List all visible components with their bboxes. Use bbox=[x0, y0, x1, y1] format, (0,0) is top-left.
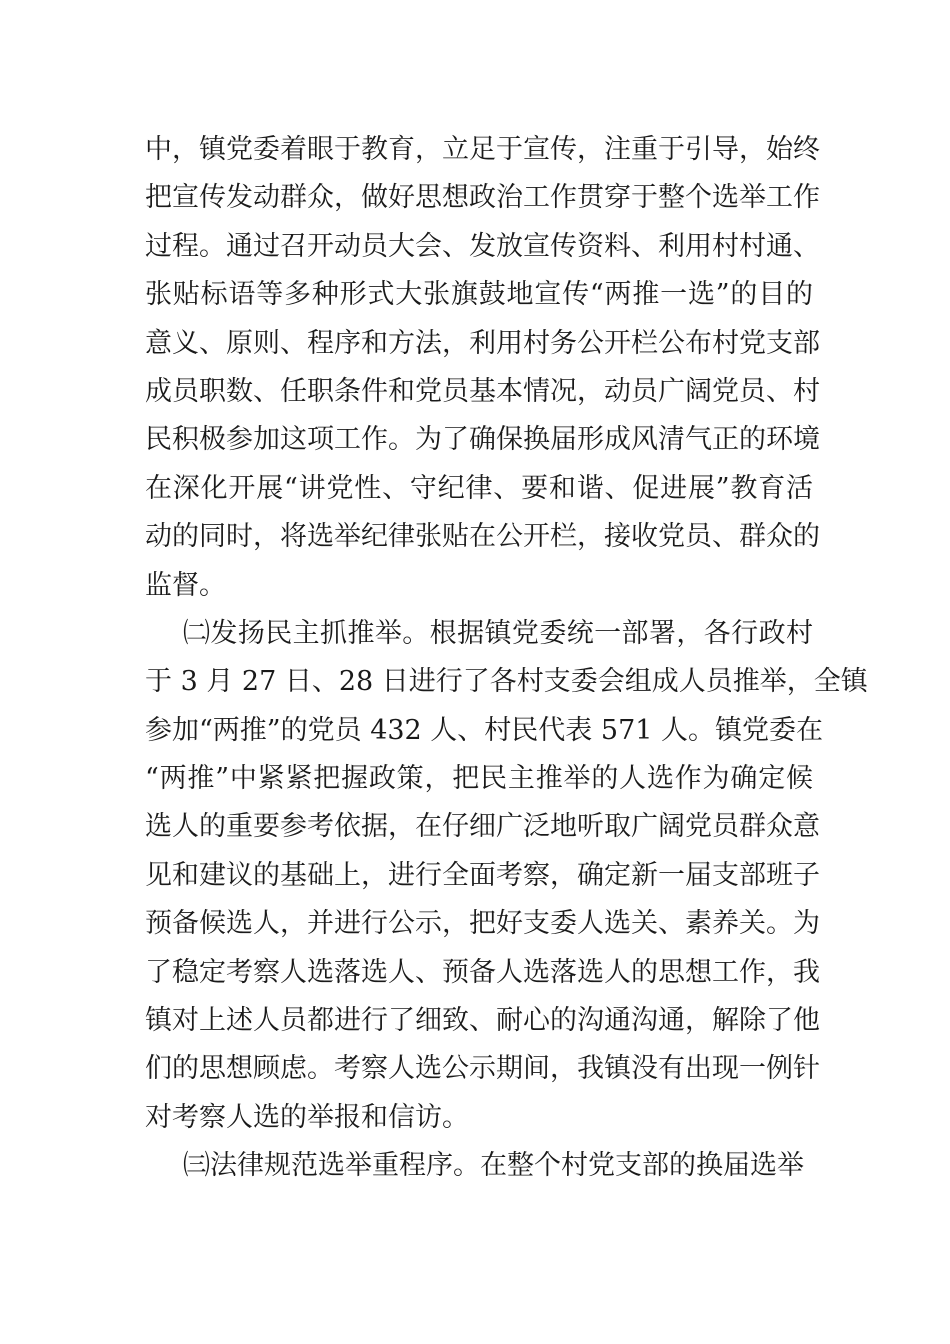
paragraph-end-line: 监督。 bbox=[145, 569, 226, 601]
text-line: 中，镇党委着眼于教育，立足于宣传，注重于引导，始终 bbox=[145, 134, 820, 165]
text-line: 预备候选人，并进行公示，把好支委人选关、素养关。为 bbox=[145, 908, 820, 940]
text-line: 在深化开展“讲党性、守纪律、要和谐、促进展”教育活 bbox=[145, 472, 813, 504]
text-line: 把宣传发动群众，做好思想政治工作贯穿于整个选举工作 bbox=[145, 182, 820, 214]
text-line: 意义、原则、程序和方法，利用村务公开栏公布村党支部 bbox=[145, 327, 820, 359]
section-heading-line: ㈢法律规范选举重程序。在整个村党支部的换届选举 bbox=[183, 1150, 804, 1182]
section-heading-line: ㈡发扬民主抓推举。根据镇党委统一部署，各行政村 bbox=[183, 617, 813, 649]
text-line: 了稳定考察人选落选人、预备人选落选人的思想工作，我 bbox=[145, 956, 820, 988]
text-line: 们的思想顾虑。考察人选公示期间，我镇没有出现一例针 bbox=[145, 1053, 820, 1085]
text-line: 选人的重要参考依据，在仔细广泛地听取广阔党员群众意 bbox=[145, 811, 820, 843]
text-line: 成员职数、任职条件和党员基本情况，动员广阔党员、村 bbox=[145, 375, 820, 407]
text-line: 动的同时，将选举纪律张贴在公开栏，接收党员、群众的 bbox=[145, 521, 820, 553]
text-line: 张贴标语等多种形式大张旗鼓地宣传“两推一选”的目的 bbox=[145, 279, 813, 311]
text-line: 镇对上述人员都进行了细致、耐心的沟通沟通，解除了他 bbox=[145, 1005, 820, 1037]
text-line: 参加“两推”的党员 432 人、村民代表 571 人。镇党委在 bbox=[145, 714, 824, 746]
text-line: 过程。通过召开动员大会、发放宣传资料、利用村村通、 bbox=[145, 230, 820, 262]
text-line: “两推”中紧紧把握政策，把民主推举的人选作为确定候 bbox=[145, 763, 813, 795]
paragraph-end-line: 对考察人选的举报和信访。 bbox=[145, 1101, 469, 1133]
text-line: 于 3 月 27 日、28 日进行了各村支委会组成人员推举，全镇 bbox=[145, 666, 868, 698]
text-line: 见和建议的基础上，进行全面考察，确定新一届支部班子 bbox=[145, 859, 820, 891]
body-text bbox=[145, 126, 868, 1191]
text-line: 民积极参加这项工作。为了确保换届形成风清气正的环境 bbox=[145, 424, 820, 456]
